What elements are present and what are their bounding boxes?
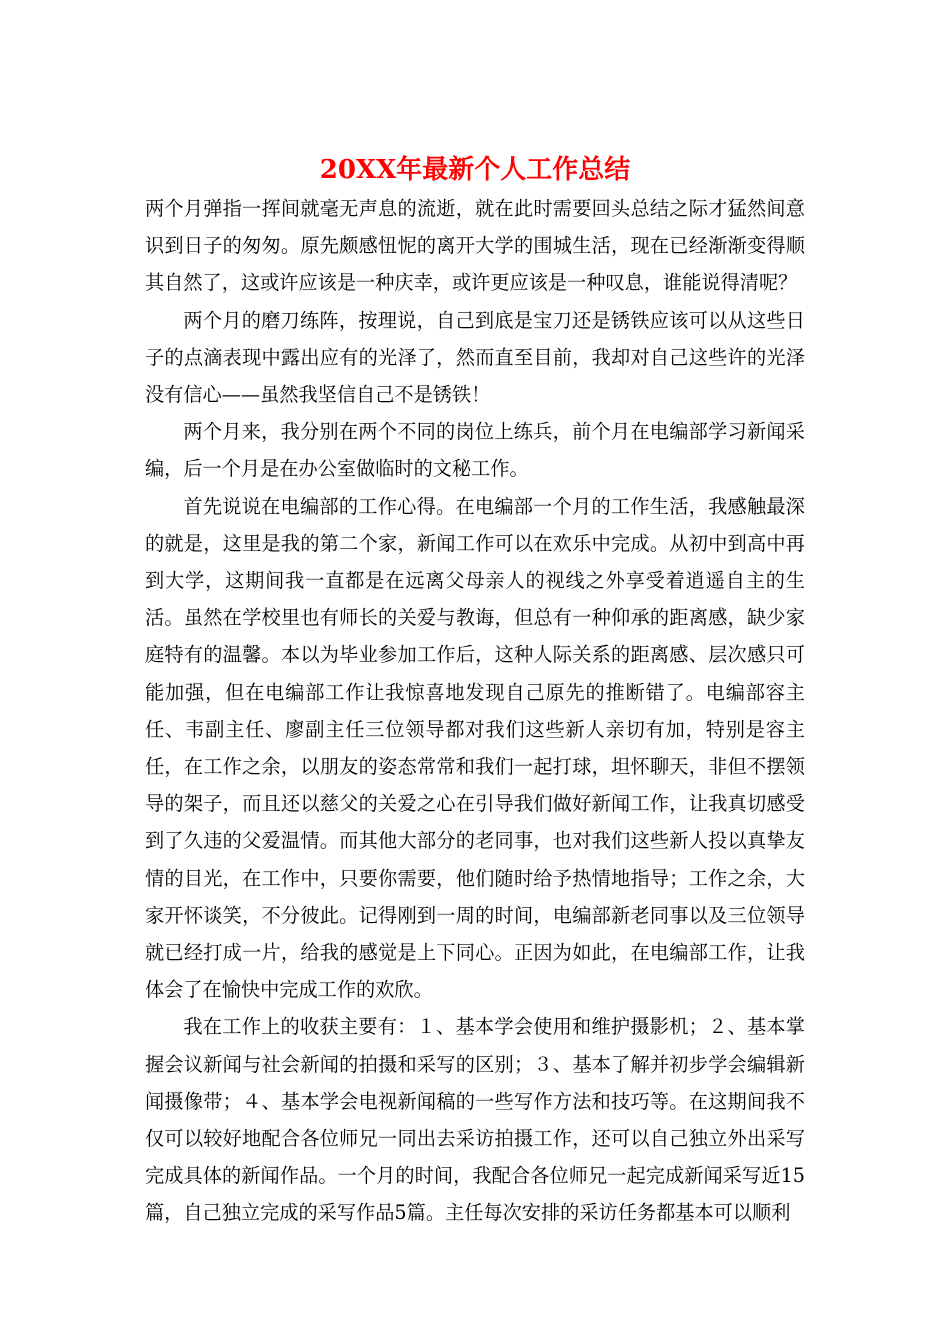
paragraph-5: 我在工作上的收获主要有：１、基本学会使用和维护摄影机；２、基本掌握会议新闻与社会新闻的拍摄和采写的区别；３、基本了解并初步学会编辑新闻摄像带；４、基本学会电视新闻稿的一些写作方法和技巧等。在这期间我不仅可以较好地配合各位师兄一同出去采访拍摄工作，还可以自己独立外出采写完成具体的新闻作品。一个月的时间，我配合各位师兄一起完成新闻采写近15篇，自己独立完成的采写作品5篇。主任每次安排的采访任务都基本可以顺利 [145, 1015, 805, 1225]
paragraph-4: 首先说说在电编部的工作心得。在电编部一个月的工作生活，我感触最深的就是，这里是我的第二个家，新闻工作可以在欢乐中完成。从初中到高中再到大学，这期间我一直都是在远离父母亲人的视线之外享受着逍遥自主的生活。虽然在学校里也有师长的关爱与教诲，但总有一种仰承的距离感，缺少家庭特有的温馨。本以为毕业参加工作后，这种人际关系的距离感、层次感只可能加强，但在电编部工作让我惊喜地发现自己原先的推断错了。电编部容主任、韦副主任、廖副主任三位领导都对我们这些新人亲切有加，特别是容主任，在工作之余，以朋友的姿态常常和我们一起打球，坦怀聊天，非但不摆领导的架子，而且还以慈父的关爱之心在引导我们做好新闻工作，让我真切感受到了久违的父爱温情。而其他大部分的老同事，也对我们这些新人投以真挚友情的目光，在工作中，只要你需要，他们随时给予热情地指导；工作之余，大家开怀谈笑，不分彼此。记得刚到一周的时间，电编部新老同事以及三位领导就已经打成一片，给我的感觉是上下同心。正因为如此，在电编部工作，让我体会了在愉快中完成工作的欢欣。 [145, 494, 805, 1002]
document-body [145, 190, 805, 1232]
document-title: 20XX年最新个人工作总结 [319, 155, 631, 185]
paragraph-2: 两个月的磨刀练阵，按理说，自己到底是宝刀还是锈铁应该可以从这些日子的点滴表现中露出应有的光泽了，然而直至目前，我却对自己这些许的光泽没有信心——虽然我坚信自己不是锈铁！ [145, 308, 805, 407]
paragraph-1: 两个月弹指一挥间就毫无声息的流逝，就在此时需要回头总结之际才猛然间意识到日子的匆匆。原先颇感忸怩的离开大学的围城生活，现在已经渐渐变得顺其自然了，这或许应该是一种庆幸，或许更应该是一种叹息，谁能说得清呢？ [145, 197, 805, 295]
paragraph-3: 两个月来，我分别在两个不同的岗位上练兵，前个月在电编部学习新闻采编，后一个月是在办公室做临时的文秘工作。 [145, 420, 805, 481]
